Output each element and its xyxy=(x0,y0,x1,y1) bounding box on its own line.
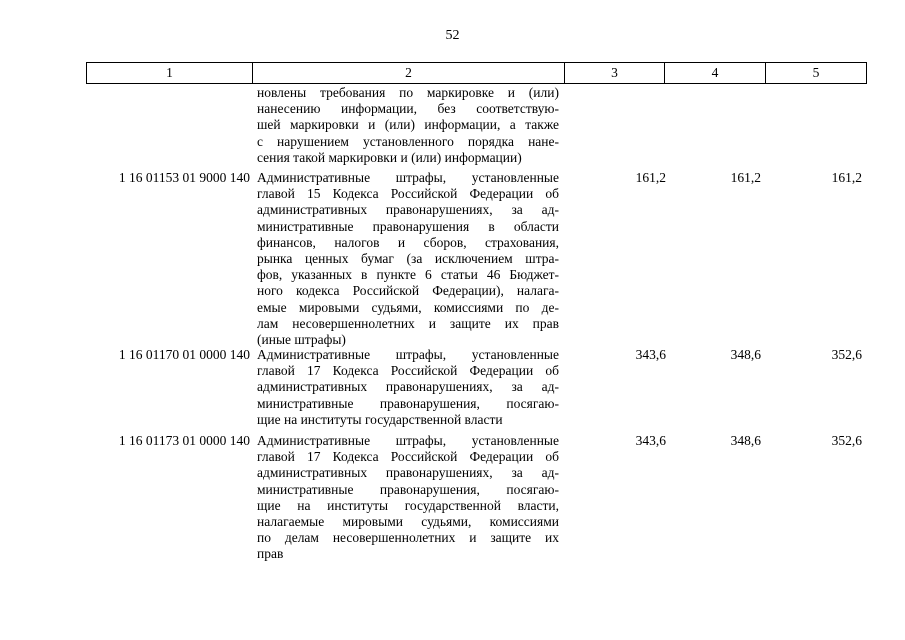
row-name-line: финансов, налогов и сборов, страхования, xyxy=(257,234,559,250)
row-name-line: административных правонарушениях, за ад- xyxy=(257,379,559,395)
row-name-line: емые мировыми судьями, комиссиями по де- xyxy=(257,299,559,315)
row-name-line: прав xyxy=(257,546,284,562)
row-name-line: фов, указанных в пункте 6 статьи 46 Бюджет- xyxy=(257,267,559,283)
row-name-line: шей маркировки и (или) информации, а также xyxy=(257,117,559,133)
row-name-line: министративные правонарушения в области xyxy=(257,218,559,234)
row-value-col4: 348,6 xyxy=(730,433,761,448)
row-name-line: лам несовершеннолетних и защите их прав xyxy=(257,315,559,331)
row-value-col5: 352,6 xyxy=(831,347,862,362)
row-name-line: щие на институты государственной власти xyxy=(257,411,503,427)
row-value-col3: 161,2 xyxy=(635,170,666,185)
row-name-line: (иные штрафы) xyxy=(257,331,346,347)
row-name-line: сения такой маркировки и (или) информации) xyxy=(257,149,522,165)
row-value-col5: 352,6 xyxy=(831,433,862,448)
row-value-col4: 348,6 xyxy=(730,347,761,362)
row-code: 1 16 01170 01 0000 140 xyxy=(118,347,250,362)
row-name-line: административных правонарушениях, за ад- xyxy=(257,465,559,481)
column-header-3: 3 xyxy=(565,63,665,84)
row-name-line: новлены требования по маркировке и (или) xyxy=(257,85,559,100)
row-name-line: налагаемые мировыми судьями, комиссиями xyxy=(257,513,559,529)
row-name-line: главой 17 Кодекса Российской Федерации об xyxy=(257,363,559,379)
row-code: 1 16 01173 01 0000 140 xyxy=(118,433,250,448)
row-name-line: главой 15 Кодекса Российской Федерации об xyxy=(257,186,559,202)
row-name xyxy=(257,347,559,428)
row-name xyxy=(257,170,559,348)
row-name-line: по делам несовершеннолетних и защите их xyxy=(257,530,559,546)
column-header-row xyxy=(87,63,867,84)
row-name-line: нанесению информации, без соответствую- xyxy=(257,101,559,117)
row-name xyxy=(257,85,559,166)
row-name-line: Административные штрафы, установленные xyxy=(257,433,559,448)
row-name xyxy=(257,433,559,563)
row-name-line: министративные правонарушения, посягаю- xyxy=(257,395,559,411)
row-name-line: Административные штрафы, установленные xyxy=(257,170,559,185)
column-header-4: 4 xyxy=(665,63,766,84)
row-value-col4: 161,2 xyxy=(730,170,761,185)
column-header-2: 2 xyxy=(253,63,565,84)
row-value-col3: 343,6 xyxy=(635,433,666,448)
row-name-line: щие на институты государственной власти, xyxy=(257,497,559,513)
column-header-table xyxy=(86,62,867,84)
page-number: 52 xyxy=(445,28,460,43)
row-name-line: с нарушением установленного порядка нане- xyxy=(257,133,559,149)
row-name-line: Административные штрафы, установленные xyxy=(257,347,559,362)
column-header-1: 1 xyxy=(87,63,253,84)
row-value-col5: 161,2 xyxy=(831,170,862,185)
row-name-line: главой 17 Кодекса Российской Федерации об xyxy=(257,449,559,465)
row-name-line: административных правонарушениях, за ад- xyxy=(257,202,559,218)
row-code: 1 16 01153 01 9000 140 xyxy=(118,170,250,185)
row-value-col3: 343,6 xyxy=(635,347,666,362)
row-name-line: ного кодекса Российской Федерации), налага- xyxy=(257,283,559,299)
column-header-5: 5 xyxy=(766,63,867,84)
row-name-line: рынка ценных бумаг (за исключением штра- xyxy=(257,250,559,266)
row-name-line: министративные правонарушения, посягаю- xyxy=(257,481,559,497)
